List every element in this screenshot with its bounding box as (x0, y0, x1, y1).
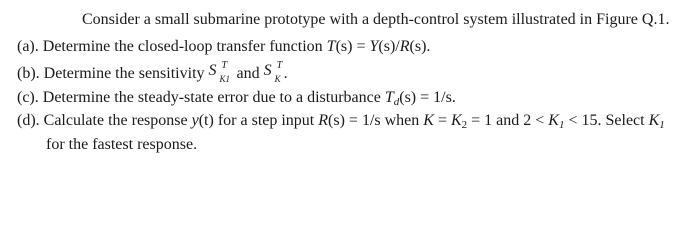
part-d-t: (t) (198, 112, 214, 129)
part-a-eq: = (352, 38, 370, 55)
part-b-and: and (232, 65, 264, 82)
sens-k1-sub: K1 (219, 74, 231, 84)
part-c-label: (c). Determine the steady-state error due to a disturbance (17, 89, 385, 106)
part-d-K1b: K (648, 112, 660, 129)
part-d-eq1: = (433, 112, 451, 129)
intro-line (82, 10, 669, 30)
part-d-line (17, 111, 665, 135)
intro-text: Consider a small submarine prototype with a depth-control system illustrated in Figure Q.1. (82, 11, 670, 28)
part-d-K: K (423, 112, 434, 129)
sens-k1-sup: T (221, 60, 228, 71)
part-d-oneb: 1 (659, 119, 665, 131)
part-d-rest2: = 1 and 2 < (467, 112, 549, 129)
part-d-R: R (318, 112, 329, 129)
part-d-one: 1 (558, 119, 565, 131)
part-b-label: (b). Determine the sensitivity (17, 65, 209, 82)
part-a-s3: (s). (409, 38, 431, 55)
part-c-rest: (s) = 1/s. (399, 89, 456, 106)
part-d-rest1: (s) = 1/s when (328, 112, 424, 129)
part-a-T: T (326, 38, 336, 55)
part-a-s2: (s) (378, 38, 396, 55)
sens-k-sub: K (274, 74, 281, 84)
part-a-s1: (s) (335, 38, 353, 55)
sens-k-sup: T (276, 60, 283, 71)
part-a-R: R (399, 38, 410, 55)
part-d-K2: K (450, 112, 462, 129)
part-d-mid: for a step input (213, 112, 319, 129)
part-a-slash: / (395, 38, 400, 55)
part-d-y: y (191, 112, 199, 129)
part-c-line (17, 88, 456, 112)
part-c-d: d (393, 96, 400, 108)
part-b-end: . (283, 65, 288, 82)
sens-k1-S: S (208, 62, 217, 79)
part-a-line (17, 37, 430, 57)
part-d-cont: for the fastest response. (46, 136, 198, 153)
part-d-rest3: < 15. Select (564, 112, 649, 129)
sens-k-S: S (263, 62, 272, 79)
part-b-line (17, 62, 288, 84)
part-d-label: (d). Calculate the response (17, 112, 192, 129)
part-d-two: 2 (461, 119, 468, 131)
part-d-continuation (46, 135, 197, 155)
sensitivity-k (263, 60, 284, 84)
part-a-Y: Y (369, 38, 379, 55)
part-c-T: T (384, 89, 394, 106)
part-a-label: (a). Determine the closed-loop transfer function (17, 38, 327, 55)
sensitivity-k1 (208, 60, 233, 84)
part-d-K1: K (548, 112, 559, 129)
